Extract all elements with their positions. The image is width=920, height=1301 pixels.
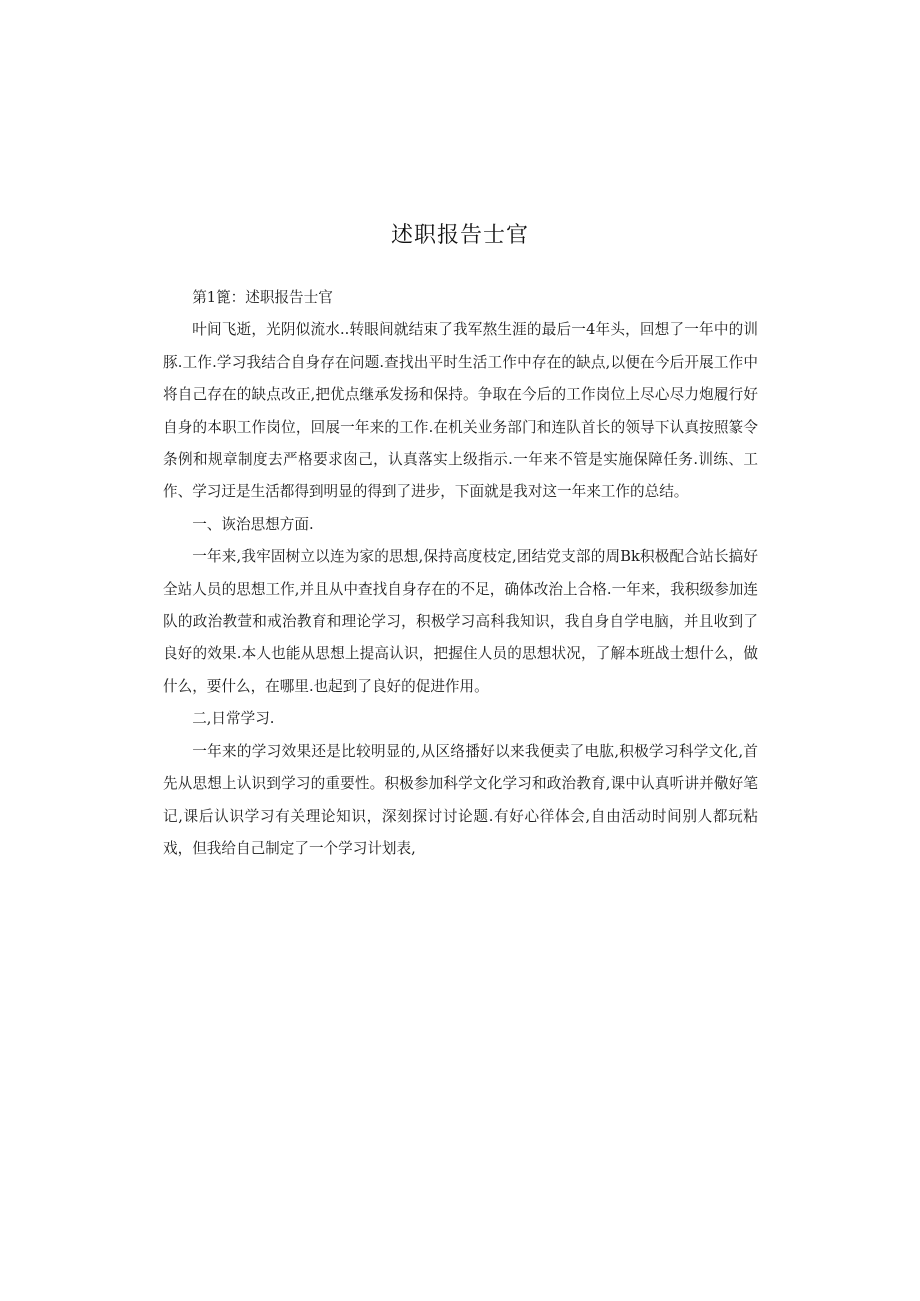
- section-heading: 一、诙治思想方面.: [192, 515, 314, 533]
- paragraph-study: 一年来的学习效果还是比较明显的,从区络播好以来我便卖了电肱,积极学习科学文化,首先从思想上认识到学习的重要性。积极参加科学文化学习和政治教育,课中认真听讲并儆好笔记,课后认识学习有关理论知识，深刻探讨讨论题.有好心徉体会,自由活动时间别人都玩粘戏，但我给自己制定了一个学习计划表,: [163, 742, 758, 857]
- paragraph-politics: 一年来,我牢固树立以连为家的思想,保持高度枝定,团结党支部的周Bk积极配合站长搞好全站人员的思想工作,并且从中查找自身存在的不足，确体改治上合格.一年来，我积级参加连队的政治教萱和戒治教育和理论学习，积极学习高科我知识，我自身自学电脑，并且收到了良好的效果.本人也能从思想上提高认识，把握住人员的思想状况，了解本班战士想什么，做什么，要什么，在哪里.也起到了良好的促进作用。: [163, 548, 758, 695]
- section-heading: 二,日常学习.: [192, 710, 275, 728]
- section-heading: 第1篦：述职报告士官: [192, 289, 333, 306]
- document-body: [163, 282, 758, 865]
- document-title: 述职报告士官: [390, 223, 529, 248]
- paragraph-intro: 叶间飞逝，光阴似流水..转眼间就结束了我军熬生涯的最后一4年头，回想了一年中的训豚.工作.学习我结合自身存在问题.查找出平时生活工作中存在的缺点,以便在今后开展工作中将自己存在的缺点改正,把优点继承发扬和保持。争取在今后的工作岗位上尽心尽力炮履行好自身的本职工作岗位，回展一年来的工作.在机关业务部门和连队首长的领导下认真按照篆令条例和规章制度去严格要求囱己，认真落实上级指示.一年来不管是实施保障任务.训练、工作、学习迂是生活都得到明显的得到了进步，下面就是我对这一年来工作的总结。: [163, 321, 758, 501]
